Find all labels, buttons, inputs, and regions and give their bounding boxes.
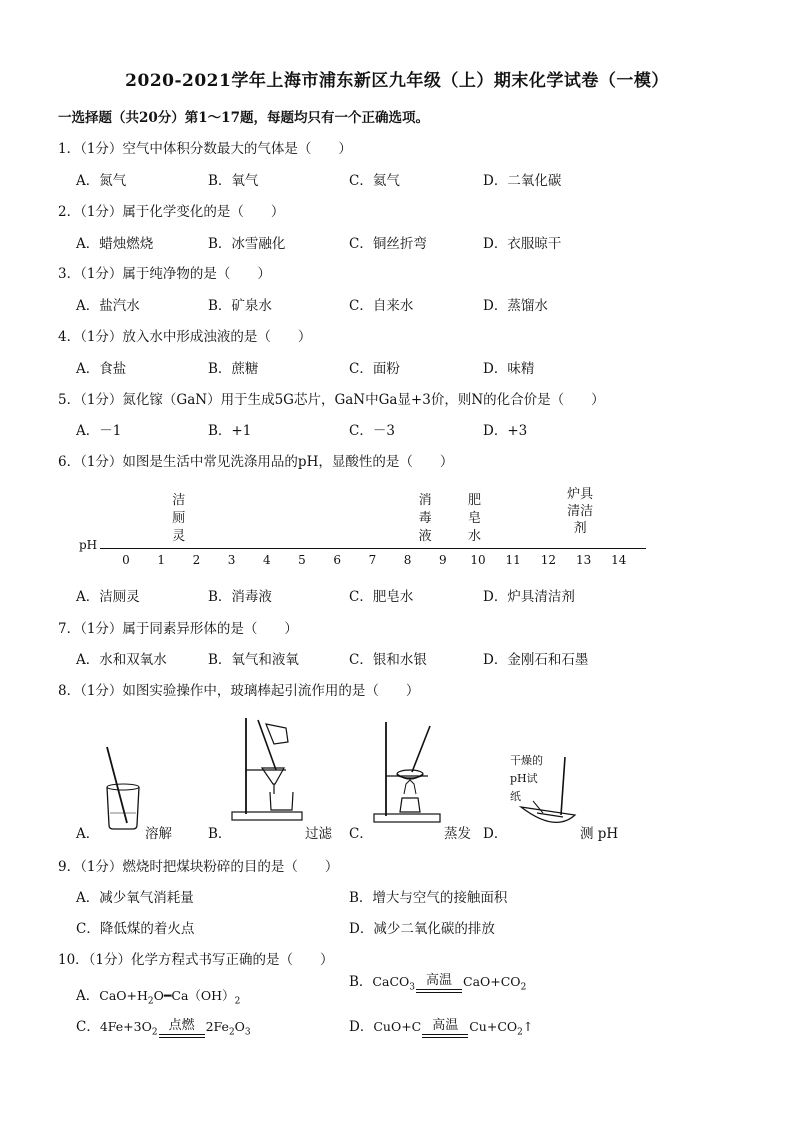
q4-option-d: D．味精 — [483, 361, 535, 377]
q9-option-b: B．增大与空气的接触面积 — [349, 890, 508, 906]
ph-product-label: 消毒液 — [418, 493, 432, 544]
q7-option-d: D．金刚石和石墨 — [483, 652, 589, 668]
q8-d-note-line1: 干燥的 — [510, 754, 543, 767]
q10-option-d-label: D． — [349, 1019, 374, 1035]
question-10-stem: 10．（1分）化学方程式书写正确的是（ ） — [58, 952, 334, 968]
q6-option-d: D．炉具清洁剂 — [483, 589, 575, 605]
ph-tick-label: 3 — [227, 553, 236, 567]
ph-tick-label: 9 — [438, 553, 447, 567]
q7-option-c: C．银和水银 — [349, 652, 427, 668]
q8-caption-d: 测 pH — [580, 826, 619, 842]
ph-test-drawing — [515, 755, 583, 835]
question-3-stem: 3．（1分）属于纯净物的是（ ） — [58, 266, 271, 282]
ph-tick-label: 13 — [575, 553, 592, 567]
ph-tick-label: 11 — [505, 553, 521, 567]
q3-option-d: D．蒸馏水 — [483, 298, 548, 314]
q5-option-a: A．－1 — [76, 423, 122, 439]
q6-option-b: B．消毒液 — [208, 589, 272, 605]
q8-option-a: A． — [76, 826, 100, 842]
q8-option-d: D． — [483, 826, 508, 842]
q8-option-c: C． — [349, 826, 373, 842]
q8-d-note-line3: 纸 — [510, 790, 521, 803]
question-5-stem: 5．（1分）氮化镓（GaN）用于生成5G芯片，GaN中Ga显+3价，则N的化合价是（ ） — [58, 392, 605, 408]
q10-equation-d: CuO+C 高温 $Cu+CO_2↑$ — [373, 1017, 534, 1038]
q8-caption-a: 溶解 — [145, 826, 172, 842]
q5-option-d: D．+3 — [483, 423, 528, 439]
q10-option-c — [76, 1015, 251, 1038]
ph-tick-label: 7 — [368, 553, 377, 567]
q4-option-c: C．面粉 — [349, 361, 400, 377]
ph-tick-label: 4 — [262, 553, 271, 567]
ph-tick-label: 8 — [403, 553, 412, 567]
q4-option-a: A．食盐 — [76, 361, 127, 377]
q10-option-d — [349, 1015, 533, 1038]
question-4-stem: 4．（1分）放入水中形成浊液的是（ ） — [58, 329, 312, 345]
ph-scale-axis — [100, 548, 646, 549]
q10-d-condition: 高温 — [432, 1017, 459, 1033]
q6-option-a: A．洁厕灵 — [76, 589, 140, 605]
ph-product-label: 洁厕灵 — [172, 493, 186, 544]
q1-option-a: A．氮气 — [76, 173, 127, 189]
q10-option-b-label: B． — [349, 974, 373, 990]
page-title: 2020-2021学年上海市浦东新区九年级（上）期末化学试卷（一模） — [125, 71, 669, 91]
q3-option-c: C．自来水 — [349, 298, 414, 314]
q10-equation-c: $4Fe+3O_2$ 点燃 $2Fe_2O_3$ — [99, 1017, 251, 1038]
section-heading: 一选择题（共20分）第1～17题，每题均只有一个正确选项。 — [58, 110, 429, 126]
q10-option-a-label: A． — [76, 988, 100, 1004]
ph-tick-label: 2 — [192, 553, 201, 567]
question-9-stem: 9．（1分）燃烧时把煤块粉碎的目的是（ ） — [58, 859, 339, 875]
q1-option-c: C．氦气 — [349, 173, 400, 189]
ph-tick-label: 1 — [157, 553, 165, 567]
question-6-stem: 6．（1分）如图是生活中常见洗涤用品的pH，显酸性的是（ ） — [58, 454, 454, 470]
q10-c-condition: 点燃 — [168, 1017, 195, 1033]
q8-caption-b: 过滤 — [305, 826, 332, 842]
ph-tick-label: 5 — [298, 553, 306, 567]
q1-option-d: D．二氧化碳 — [483, 173, 562, 189]
q1-option-b: B．氧气 — [208, 173, 259, 189]
q8-d-note-line2: pH试 — [510, 772, 538, 785]
q2-option-a: A．蜡烛燃烧 — [76, 236, 154, 252]
q9-option-c: C．降低煤的着火点 — [76, 921, 195, 937]
dissolve-beaker-drawing — [95, 745, 145, 833]
q10-option-b — [349, 970, 526, 993]
question-7-stem: 7．（1分）属于同素异形体的是（ ） — [58, 621, 298, 637]
q8-caption-c: 蒸发 — [444, 826, 471, 842]
q5-option-b: B．+1 — [208, 423, 252, 439]
q8-option-b: B． — [208, 826, 232, 842]
ph-product-label: 炉具清洁剂 — [567, 487, 594, 536]
ph-tick-label: 14 — [611, 553, 627, 567]
ph-scale-label: pH — [79, 538, 98, 552]
q9-option-a: A．减少氧气消耗量 — [76, 890, 194, 906]
ph-tick-label: 10 — [470, 553, 486, 567]
q3-option-b: B．矿泉水 — [208, 298, 272, 314]
filtration-apparatus-drawing — [228, 712, 308, 832]
q7-option-a: A．水和双氧水 — [76, 652, 167, 668]
ph-tick-label: 6 — [333, 553, 341, 567]
q3-option-a: A．盐汽水 — [76, 298, 140, 314]
q9-option-d: D．减少二氧化碳的排放 — [349, 921, 495, 937]
q6-option-c: C．肥皂水 — [349, 589, 414, 605]
question-2-stem: 2．（1分）属于化学变化的是（ ） — [58, 204, 285, 220]
evaporation-apparatus-drawing — [372, 718, 446, 832]
q10-option-a — [76, 984, 240, 1007]
q10-equation-a: $CaO+H_2O━Ca(OH)_2$ — [99, 988, 241, 1007]
q2-option-c: C．铜丝折弯 — [349, 236, 427, 252]
q2-option-b: B．冰雪融化 — [208, 236, 286, 252]
q2-option-d: D．衣服晾干 — [483, 236, 562, 252]
q10-option-c-label: C． — [76, 1019, 100, 1035]
question-1-stem: 1．（1分）空气中体积分数最大的气体是（ ） — [58, 141, 352, 157]
q5-option-c: C．－3 — [349, 423, 395, 439]
q4-option-b: B．蔗糖 — [208, 361, 259, 377]
q10-equation-b: CaCO$_3$ 高温 $CaO+CO_2$ — [372, 972, 527, 993]
q7-option-b: B．氧气和液氧 — [208, 652, 299, 668]
ph-tick-label: 12 — [540, 553, 557, 567]
q10-b-condition: 高温 — [425, 972, 452, 988]
ph-tick-label: 0 — [122, 553, 130, 567]
ph-product-label: 肥皂水 — [467, 493, 481, 544]
question-8-stem: 8．（1分）如图实验操作中，玻璃棒起引流作用的是（ ） — [58, 683, 420, 699]
